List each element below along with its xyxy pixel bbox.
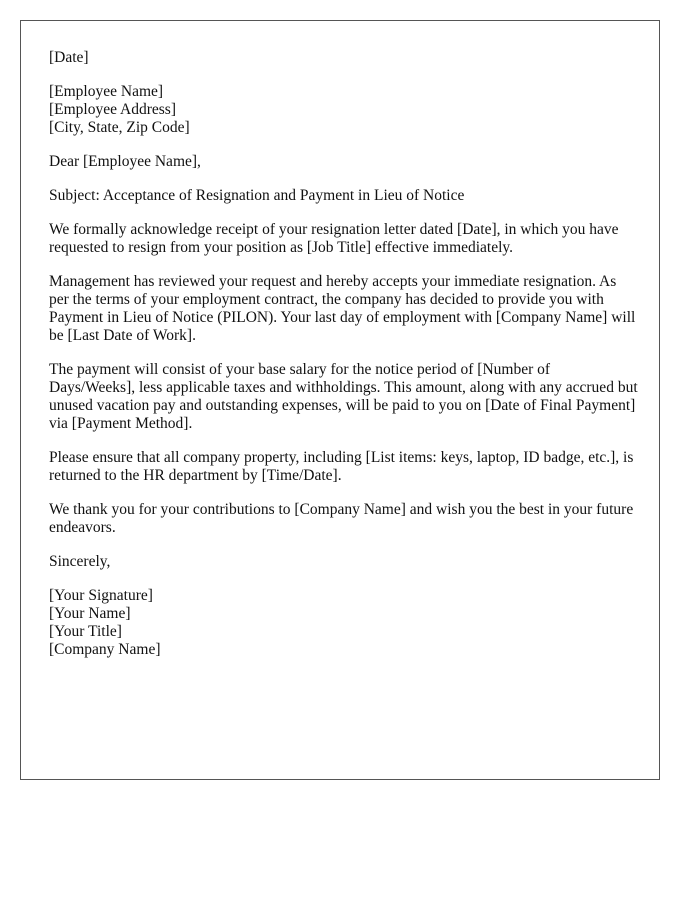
sender-name: [Your Name] xyxy=(49,605,131,622)
sender-company: [Company Name] xyxy=(49,641,161,658)
paragraph-payment: The payment will consist of your base salary for the notice period of [Number of Days/Weeks], less applicable taxes and withholdings. This amount, along with any accrued but unused vacation pay and outstanding expenses, will be paid to you on [Date of Final Payment] via [Payment Method]. xyxy=(49,361,638,432)
paragraph-acknowledgement: We formally acknowledge receipt of your resignation letter dated [Date], in which you have requested to resign from your position as [Job Title] effective immediately. xyxy=(49,221,619,256)
paragraph-acceptance: Management has reviewed your request and hereby accepts your immediate resignation. As per the terms of your employment contract, the company has decided to provide you with Payment in Lieu of Notice (PILON). Your last day of employment with [Company Name] will be [Last Date of Work]. xyxy=(49,273,636,344)
sender-title: [Your Title] xyxy=(49,623,122,640)
paragraph-thanks: We thank you for your contributions to [Company Name] and wish you the best in your future endeavors. xyxy=(49,501,634,536)
closing: Sincerely, xyxy=(49,553,111,570)
letter-date: [Date] xyxy=(49,49,89,66)
recipient-name: [Employee Name] xyxy=(49,83,164,100)
signature-placeholder: [Your Signature] xyxy=(49,587,153,604)
paragraph-company-property: Please ensure that all company property, including [List items: keys, laptop, ID badge, etc.], is returned to the HR department by [Time/Date]. xyxy=(49,449,634,484)
signature-block xyxy=(49,587,639,659)
recipient-block xyxy=(49,83,639,137)
letter-body xyxy=(49,49,639,675)
recipient-city-state-zip: [City, State, Zip Code] xyxy=(49,119,190,136)
salutation: Dear [Employee Name], xyxy=(49,153,201,170)
subject-line: Subject: Acceptance of Resignation and Payment in Lieu of Notice xyxy=(49,187,465,204)
letter-page xyxy=(20,20,660,780)
recipient-address: [Employee Address] xyxy=(49,101,176,118)
